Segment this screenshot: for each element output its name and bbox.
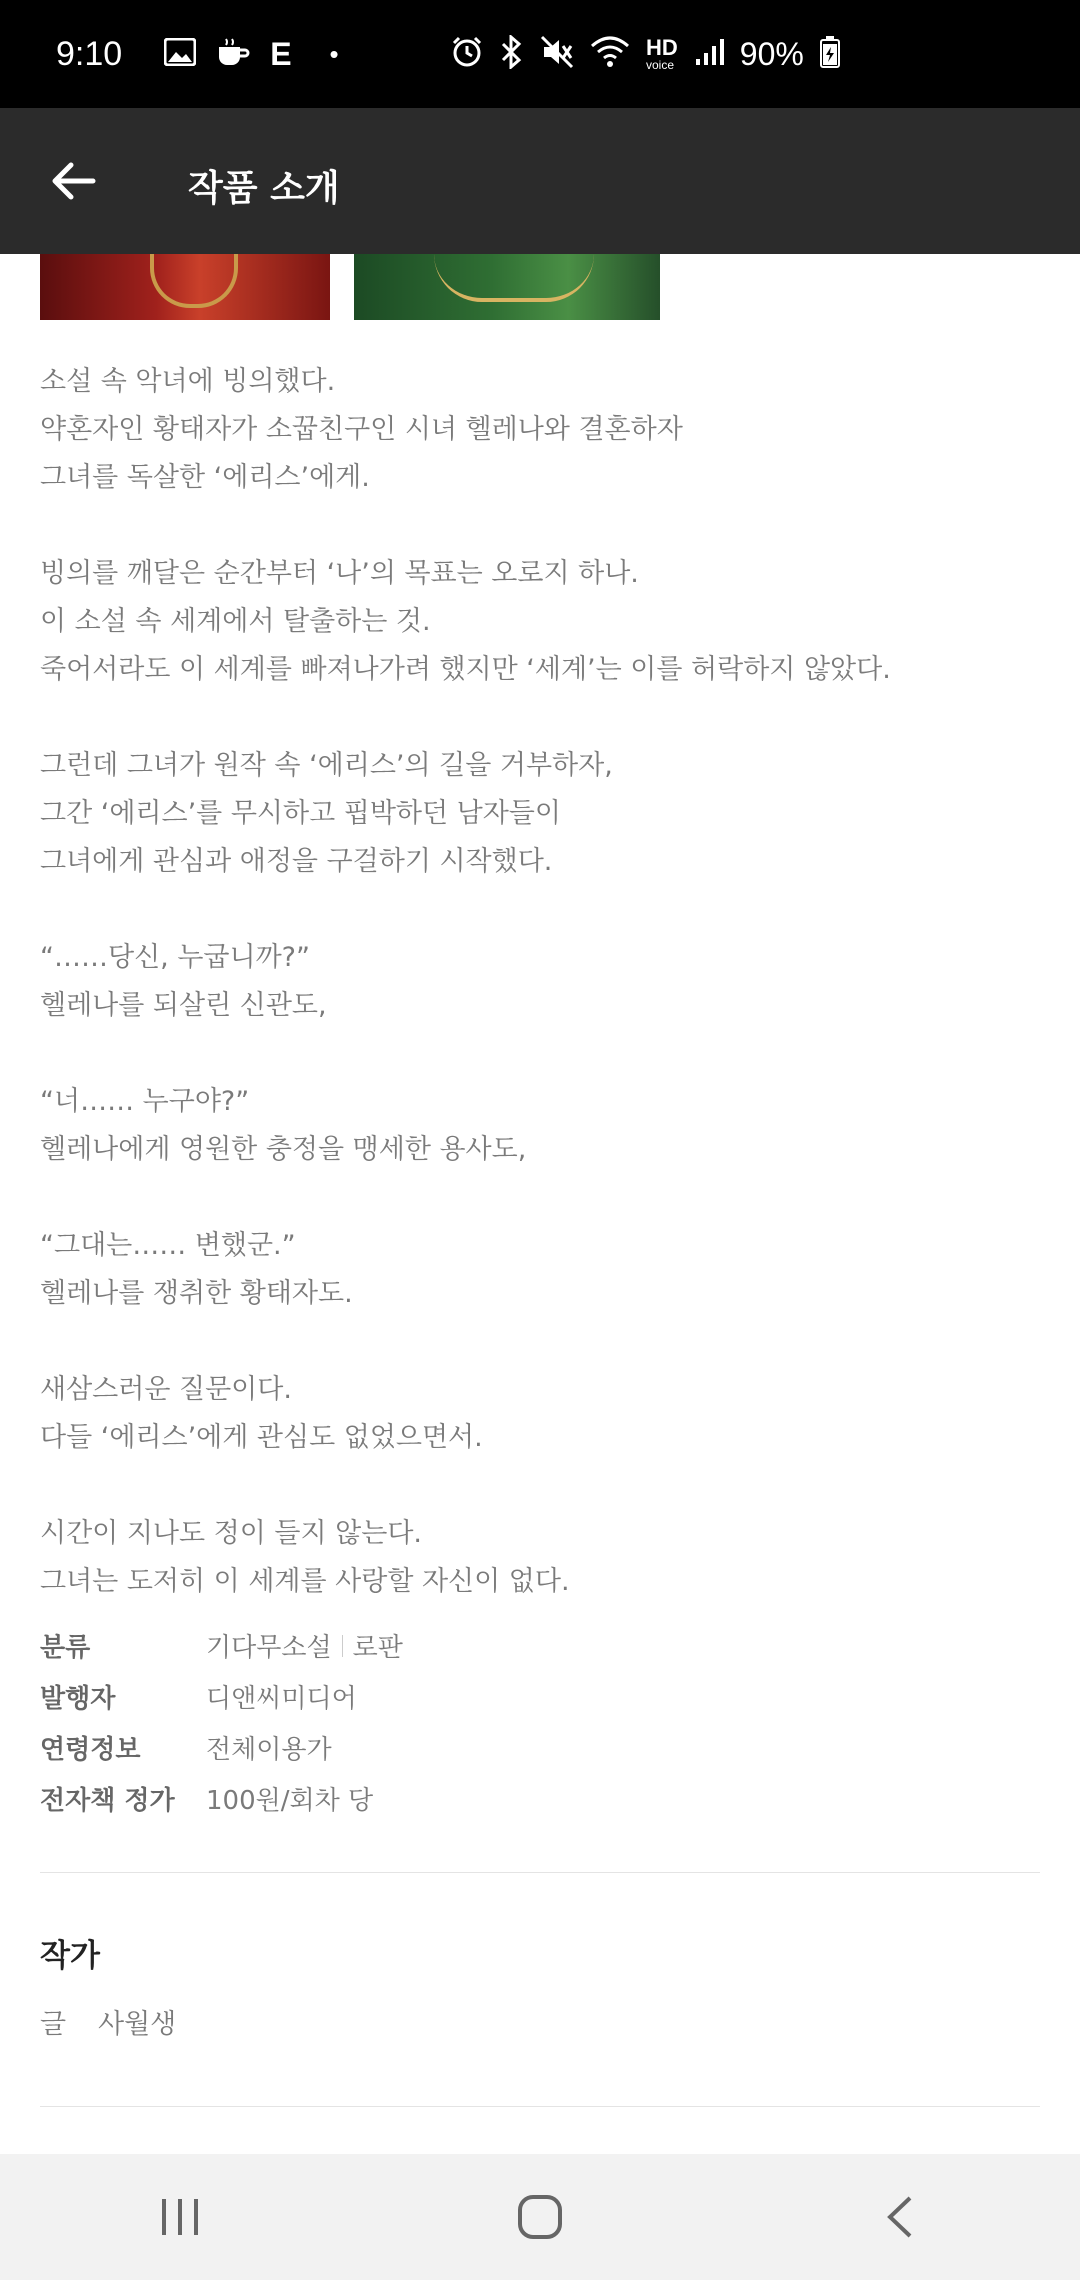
synopsis-line: 이 소설 속 세계에서 탈출하는 것. xyxy=(40,606,431,637)
synopsis-line: “그대는…… 변했군.” xyxy=(40,1230,296,1261)
paragraph-gap xyxy=(40,1030,1040,1078)
paragraph-gap xyxy=(40,502,1040,550)
back-nav-icon xyxy=(885,2195,915,2239)
genre-value xyxy=(206,1627,403,1664)
battery-icon xyxy=(820,36,840,73)
home-button[interactable] xyxy=(480,2167,600,2267)
divider xyxy=(40,1872,1040,1873)
genre-separator xyxy=(342,1635,343,1657)
system-nav-bar xyxy=(0,2154,1080,2280)
synopsis-line: 죽어서라도 이 세계를 빠져나가려 했지만 ‘세계’는 이를 허락하지 않았다. xyxy=(40,654,891,685)
synopsis-line: 그런데 그녀가 원작 속 ‘에리스’의 길을 거부하자, xyxy=(40,750,613,781)
synopsis-line: 약혼자인 황태자가 소꿉친구인 시녀 헬레나와 결혼하자 xyxy=(40,414,683,445)
alarm-icon xyxy=(450,35,484,74)
genre-row xyxy=(40,1620,403,1671)
publisher-value: 디앤씨미디어 xyxy=(206,1684,357,1714)
recent-apps-button[interactable] xyxy=(120,2167,240,2267)
author-role: 글 xyxy=(40,2009,67,2040)
publisher-row xyxy=(40,1671,403,1722)
price-row xyxy=(40,1773,403,1824)
author-name[interactable]: 사월생 xyxy=(98,2009,177,2040)
paragraph-gap xyxy=(40,694,1040,742)
arrow-left-icon xyxy=(49,161,97,201)
synopsis-line: 그녀를 독살한 ‘에리스’에게. xyxy=(40,462,370,493)
status-time: 9:10 xyxy=(56,34,123,73)
cover-image-1[interactable] xyxy=(40,254,330,320)
publisher-label: 발행자 xyxy=(40,1684,116,1714)
synopsis-line: 헬레나에게 영원한 충정을 맹세한 용사도, xyxy=(40,1134,527,1165)
synopsis-line: 소설 속 악녀에 빙의했다. xyxy=(40,366,336,397)
signal-icon xyxy=(694,37,724,72)
synopsis-line: 새삼스러운 질문이다. xyxy=(40,1374,292,1405)
age-label: 연령정보 xyxy=(40,1735,141,1765)
genre-sub[interactable]: 로판 xyxy=(352,1633,403,1663)
price-value: 100원/회차 당 xyxy=(206,1786,374,1816)
paragraph-gap xyxy=(40,1318,1040,1366)
book-info xyxy=(40,1620,403,1824)
author-heading: 작가 xyxy=(40,1938,100,1974)
synopsis-line: “……당신, 누굽니까?” xyxy=(40,942,310,973)
bluetooth-icon xyxy=(500,35,524,74)
price-label: 전자책 정가 xyxy=(40,1786,175,1816)
genre-main[interactable]: 기다무소설 xyxy=(206,1633,332,1663)
synopsis xyxy=(40,358,1040,1606)
author-row xyxy=(40,2002,176,2041)
battery-percent: 90% xyxy=(739,35,804,72)
image-icon xyxy=(164,38,196,71)
paragraph-gap xyxy=(40,1174,1040,1222)
synopsis-line: 헬레나를 쟁취한 황태자도. xyxy=(40,1278,353,1309)
divider xyxy=(40,2106,1040,2107)
genre-label: 분류 xyxy=(40,1633,91,1663)
mute-icon xyxy=(540,35,574,74)
synopsis-line: 그녀는 도저히 이 세계를 사랑할 자신이 없다. xyxy=(40,1566,570,1597)
paragraph-gap xyxy=(40,886,1040,934)
page-title: 작품 소개 xyxy=(188,168,340,209)
wifi-icon xyxy=(590,36,630,73)
synopsis-line: “너…… 누구야?” xyxy=(40,1086,250,1117)
age-row xyxy=(40,1722,403,1773)
e-icon: E xyxy=(270,35,292,72)
back-nav-button[interactable] xyxy=(840,2167,960,2267)
app-bar xyxy=(0,108,1080,254)
synopsis-line: 헬레나를 되살린 신관도, xyxy=(40,990,327,1021)
cover-image-2[interactable] xyxy=(354,254,660,320)
synopsis-line: 그녀에게 관심과 애정을 구걸하기 시작했다. xyxy=(40,846,553,877)
home-icon xyxy=(517,2194,563,2240)
dot-icon: • xyxy=(329,38,339,69)
age-value: 전체이용가 xyxy=(206,1735,332,1765)
synopsis-line: 시간이 지나도 정이 들지 않는다. xyxy=(40,1518,422,1549)
coffee-icon xyxy=(216,37,250,72)
paragraph-gap xyxy=(40,1462,1040,1510)
status-bar xyxy=(0,0,1080,108)
synopsis-line: 다들 ‘에리스’에게 관심도 없었으면서. xyxy=(40,1422,483,1453)
back-button[interactable] xyxy=(40,148,106,214)
synopsis-line: 빙의를 깨달은 순간부터 ‘나’의 목표는 오로지 하나. xyxy=(40,558,639,589)
synopsis-line: 그간 ‘에리스’를 무시하고 핍박하던 남자들이 xyxy=(40,798,561,829)
recent-apps-icon xyxy=(158,2197,202,2237)
hd-voice-icon: HD voice xyxy=(646,35,678,72)
